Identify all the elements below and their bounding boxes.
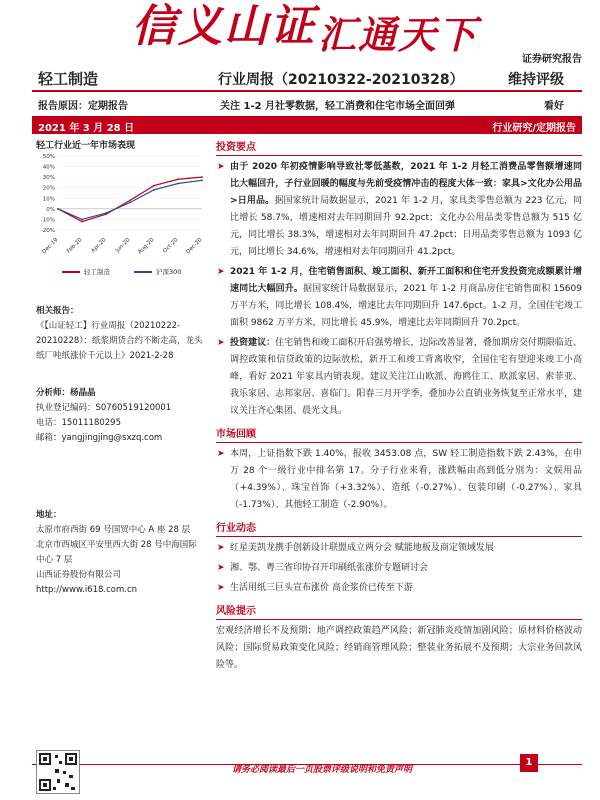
report-category: 行业研究/定期报告 — [492, 123, 576, 134]
legend-label: 轻工制造 — [84, 268, 110, 276]
section-title-market: 市场回顾 — [216, 429, 256, 440]
related-reports — [36, 304, 204, 364]
x-tick-label: Jun-20 — [114, 237, 132, 254]
paragraph-lead: 2021 年 1-2 月，住宅销售面积、竣工面积、新开工面积和住宅开发投资完成额累计增速同比大幅回升。 — [230, 267, 582, 294]
data-point — [153, 189, 155, 191]
news-item-text: 湘、鄂、粤三省印协召开印刷纸张涨价专题研讨会 — [230, 563, 429, 573]
data-point — [129, 200, 131, 202]
industry-name: 轻工制造 — [38, 70, 99, 88]
data-point — [81, 221, 83, 223]
arrow-bullet-icon: ➤ — [217, 563, 225, 573]
banner — [0, 0, 600, 64]
y-tick-label: 30% — [42, 175, 55, 182]
address-label: 地址： — [36, 510, 62, 520]
arrow-bullet-icon: ➤ — [217, 162, 225, 172]
website-link[interactable]: http://www.i618.com.cn — [36, 585, 138, 595]
report-reason: 报告原因：定期报告 — [38, 101, 128, 112]
paragraph-body: 本周，上证指数下跌 1.40%，报收 3453.08 点，SW 轻工制造指数下跌 2.43%，在申万 28 个一级行业中排名第 17。分子行业来看，涨跌幅由高到低分别为：文娱用品（+4.39%）、珠宝首饰（+3.32%）、造纸（-0.27%）、包装印刷（-0.27%）、家具（-1.73%）、其他轻工制造（-2.90%）。 — [230, 449, 582, 510]
divider — [216, 536, 582, 537]
divider — [216, 155, 582, 156]
email[interactable]: 邮箱：yangjingjing@sxzq.com — [36, 433, 163, 443]
data-point — [201, 176, 203, 178]
company-name: 山西证券股份有限公司 — [36, 570, 122, 580]
paragraph-body: 据国家统计局数据显示，2021 年 1-2 月商品房住宅销售面积 15609 万平方米，同比增长 108.4%，增速比去年同期回升 147.6pct。1-2 月，全国住宅竣工面积 9862 万平方米，同比增长 45.9%，增速比去年同期回升 70.2pct。 — [230, 284, 582, 328]
paragraph-body: 住宅销售和竣工面积开启强势增长，边际改善显著，叠加期房交付期限临近、调控政策和信贷政策的边际放松，新开工和竣工背离收窄，全国住宅有望迎来竣工小高峰，看好 2021 年家具内销表现。建议关注江山欧派、海鸥住工、欧派家居、索菲亚、我乐家居、志邦家居、喜临门。阳春三月开学季，叠加办公直销业务恢复至正常水平，建议关注齐心集团、晨光文具。 — [230, 338, 582, 416]
analyst-label: 分析师： — [36, 388, 71, 398]
chart-title: 轻工行业近一年市场表现 — [36, 141, 136, 151]
paragraph-advice — [216, 335, 582, 420]
news-item[interactable] — [216, 560, 582, 577]
data-point — [57, 208, 59, 210]
main-content — [216, 138, 582, 674]
outlook-label: 看好 — [544, 101, 564, 112]
section-title-invest: 投资要点 — [216, 142, 256, 153]
x-tick-label: Apr-20 — [90, 237, 108, 255]
data-point — [81, 219, 83, 221]
data-point — [177, 178, 179, 180]
paragraph-market — [216, 446, 582, 514]
paragraph-lead: 投资建议： — [230, 338, 276, 348]
section-title-risk: 风险提示 — [216, 606, 256, 617]
address-taiyuan: 太原市府西街 69 号国贸中心 A 座 28 层 — [36, 525, 191, 535]
page-number: 1 — [520, 754, 538, 772]
y-tick-label: -10% — [40, 217, 55, 224]
news-item[interactable] — [216, 540, 582, 557]
related-report-link[interactable]: 《【山证轻工】行业周报（20210222-20210228）：纸浆期货合约不断走高，龙头纸厂吨纸涨价千元以上》2021-2-28 — [36, 321, 203, 361]
y-tick-label: 10% — [42, 196, 55, 203]
paragraph-body: 据国家统计局数据显示，2021 年 1-2 月，家具类零售总额为 223 亿元，同比增长 58.7%，增速相对去年同期回升 92.2pct；文化办公用品类零售总额为 515 亿元，同比增长 38.3%，增速相对去年同期回升 47.2pct；日用品类零售总额为 1093 亿元，同比增长 34.6%，增速相对去年同期回升 41.2pct。 — [230, 196, 582, 257]
news-item[interactable] — [216, 580, 582, 597]
related-title: 相关报告： — [36, 306, 79, 316]
rating-label: 维持评级 — [508, 72, 564, 88]
slogan-left: 信义山证 — [132, 1, 316, 52]
data-point — [201, 179, 203, 181]
x-tick-label: Dec-20 — [185, 237, 204, 256]
page-title: 行业周报（20210322-20210328） — [218, 72, 464, 88]
x-tick-label: Dec-19 — [41, 237, 60, 256]
header-row-2 — [32, 94, 582, 116]
y-tick-label: -20% — [40, 228, 55, 234]
news-item-text: 红星美凯龙携手创新设计联盟成立两分会 赋能地板及商定领域发展 — [230, 543, 494, 553]
paragraph-lead: 由于 2020 年初疫情影响导致社零低基数，2021 年 1-2 月轻工消费品零售额增速同比大幅回升，子行业回暖的幅度与先前受疫情冲击的程度大体一致：家具>文化办公用品>日用品。 — [230, 162, 582, 206]
paragraph-retail — [216, 159, 582, 261]
news-item-text: 生活用纸三巨头宣布涨价 高企浆价已传至下游 — [230, 583, 413, 593]
x-tick-label: Aug-20 — [137, 237, 156, 256]
divider — [216, 442, 582, 443]
arrow-bullet-icon: ➤ — [217, 543, 225, 553]
report-kind: 证券研究报告 — [522, 54, 582, 65]
arrow-bullet-icon: ➤ — [217, 449, 225, 459]
license-code: 执业登记编码：S0760519120001 — [36, 403, 172, 413]
arrow-bullet-icon: ➤ — [217, 583, 225, 593]
paragraph-housing — [216, 264, 582, 332]
performance-chart — [32, 150, 208, 280]
report-date: 2021 年 3 月 28 日 — [38, 123, 135, 134]
arrow-bullet-icon: ➤ — [217, 267, 225, 277]
address-beijing: 北京市西城区平安里西大街 28 号中海国际中心 7 层 — [36, 540, 197, 565]
disclaimer-text: 请务必阅读最后一页股票评级说明和免责声明 — [232, 765, 413, 775]
risk-text: 宏观经济增长不及预期；地产调控政策趋严风险；新冠肺炎疫情加剧风险；原材料价格波动风险；国际贸易政策变化风险；经销商管理风险；整装业务拓展不及预期；大宗业务回款风险等。 — [216, 626, 582, 670]
y-tick-label: 40% — [42, 164, 55, 171]
y-tick-label: 20% — [42, 185, 55, 192]
qr-code-icon — [36, 750, 80, 794]
report-subtitle: 关注 1-2 月社零数据，轻工消费和住宅市场全面回弹 — [220, 101, 456, 112]
section-title-news: 行业动态 — [216, 523, 256, 534]
date-bar — [32, 116, 582, 134]
x-tick-label: Oct-20 — [162, 237, 180, 255]
data-point — [105, 212, 107, 214]
analyst-name: 杨晶晶 — [70, 388, 96, 398]
data-point — [129, 202, 131, 204]
address-info — [36, 508, 204, 598]
y-tick-label: 50% — [42, 154, 55, 160]
divider — [216, 619, 582, 620]
phone: 电话：15011180295 — [36, 418, 121, 428]
slogan-right: 汇通天下 — [318, 12, 479, 57]
legend-label: 沪深300 — [156, 268, 182, 276]
sidebar — [32, 138, 208, 595]
data-point — [177, 183, 179, 185]
y-tick-label: 0% — [46, 206, 55, 213]
series-line-0 — [58, 177, 202, 221]
arrow-bullet-icon: ➤ — [217, 338, 225, 348]
header-row-1 — [32, 64, 582, 92]
data-point — [153, 185, 155, 187]
x-tick-label: Feb-20 — [65, 237, 84, 255]
analyst-info — [36, 386, 204, 446]
